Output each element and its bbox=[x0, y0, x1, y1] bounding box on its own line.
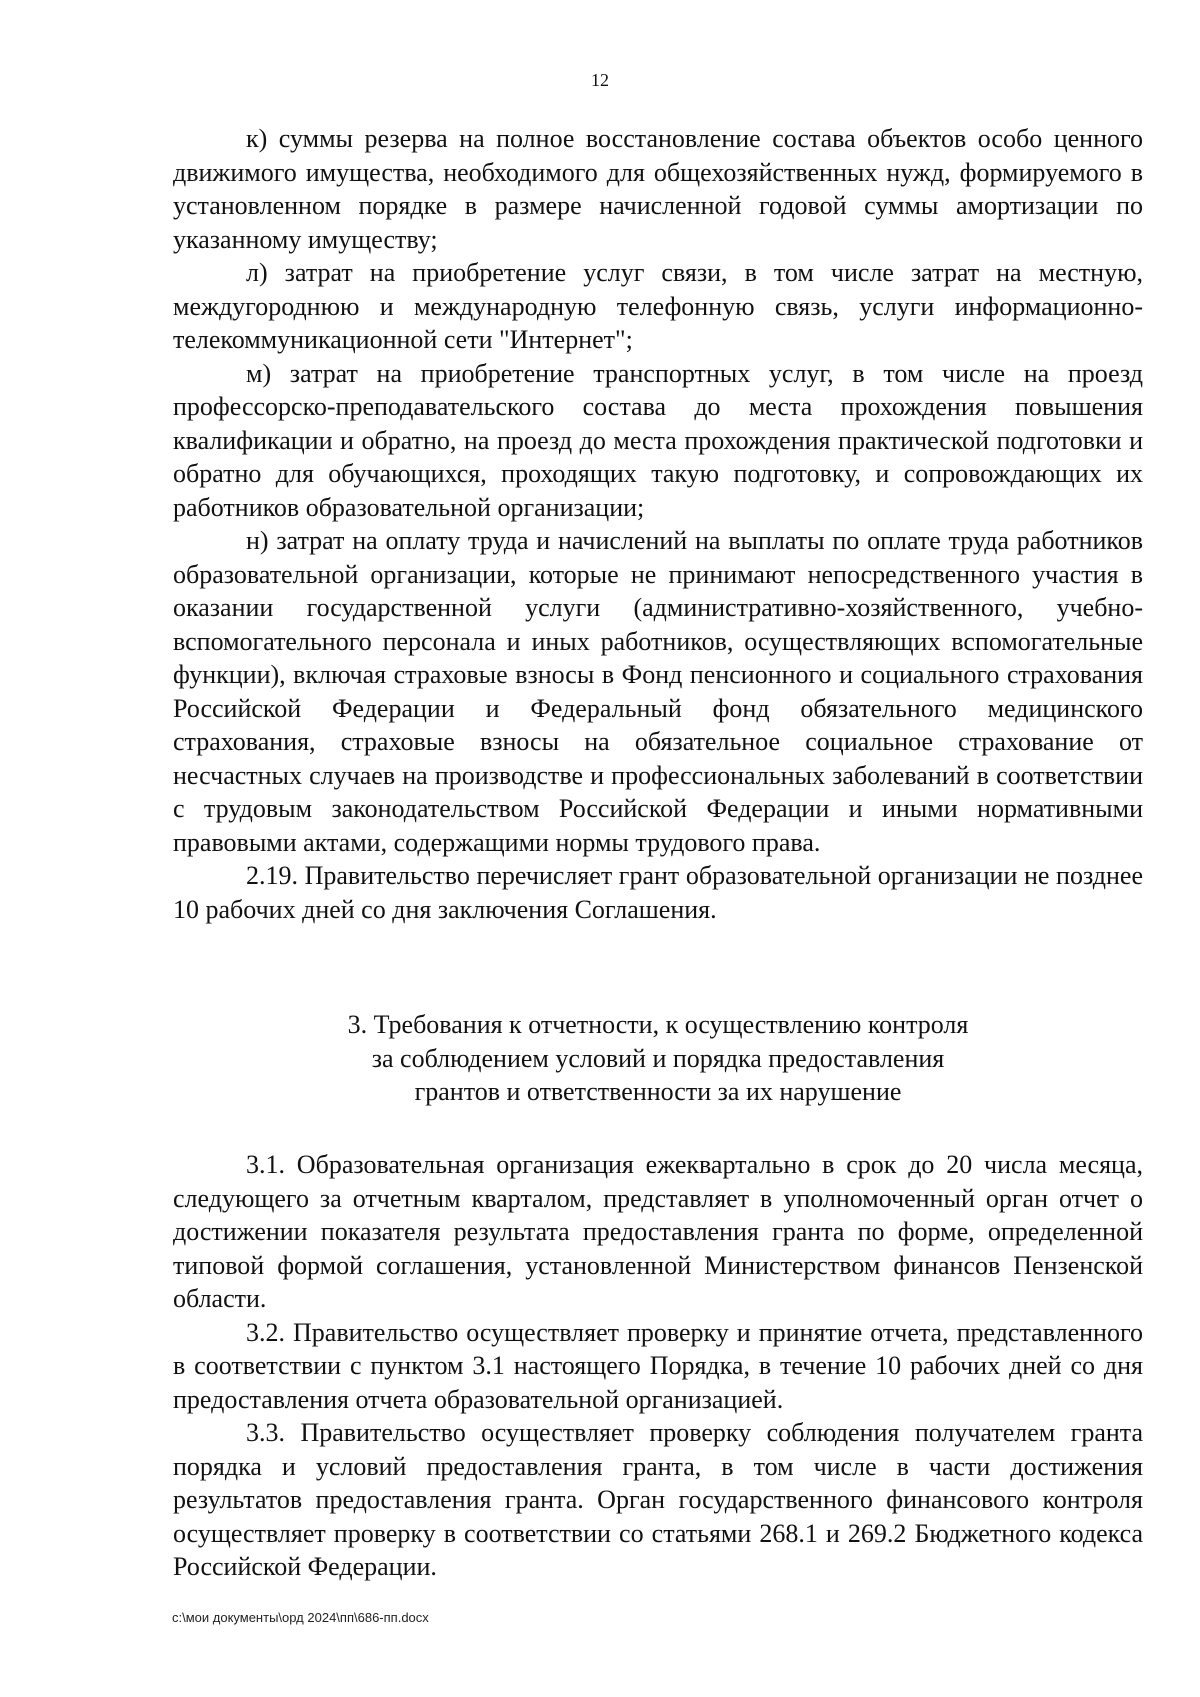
section-3-title bbox=[173, 1008, 1143, 1109]
paragraph-3-3: 3.3. Правительство осуществляет проверку соблюдения получателем гранта порядка и условий предоставления гранта, в том числе в части достижения результатов предоставления гранта. Орган государственного финансового контроля осуществляет проверку в соответствии со статьями 268.1 и 269.2 Бюджетного кодекса Российской Федерации. bbox=[173, 1418, 1143, 1581]
body-text-lower bbox=[173, 1148, 1143, 1584]
paragraph-2-19: 2.19. Правительство перечисляет грант образовательной организации не позднее 10 рабочих дней со дня заключения Соглашения. bbox=[173, 861, 1143, 924]
page-number: 12 bbox=[591, 70, 609, 90]
section-title-line-2: за соблюдением условий и порядка предоставления bbox=[371, 1043, 945, 1073]
paragraph-3-2: 3.2. Правительство осуществляет проверку и принятие отчета, представленного в соответствии с пунктом 3.1 настоящего Порядка, в течение 10 рабочих дней со дня предоставления отчета образовательной организацией. bbox=[173, 1317, 1143, 1414]
body-text-upper bbox=[173, 122, 1143, 926]
paragraph-l: л) затрат на приобретение услуг связи, в том числе затрат на местную, междугороднюю и международную телефонную связь, услуги информационно-телекоммуникационной сети "Интернет"; bbox=[173, 258, 1143, 354]
paragraph-3-1: 3.1. Образовательная организация ежеквартально в срок до 20 числа месяца, следующего за отчетным кварталом, представляет в уполномоченный орган отчет о достижении показателя результата предоставления гранта по форме, определенной типовой формой соглашения, установленной Министерством финансов Пензенской области. bbox=[173, 1150, 1143, 1313]
section-title-line-3: грантов и ответственности за их нарушение bbox=[414, 1077, 902, 1106]
paragraph-k: к) суммы резерва на полное восстановление состава объектов особо ценного движимого имущества, необходимого для общехозяйственных нужд, формируемого в установленном порядке в размере начисленной годовой суммы амортизации по указанному имуществу; bbox=[173, 124, 1143, 254]
section-title-line-1: 3. Требования к отчетности, к осуществлению контроля bbox=[347, 1010, 969, 1039]
paragraph-n: н) затрат на оплату труда и начислений на выплаты по оплате труда работников образовательной организации, которые не принимают непосредственного участия в оказании государственной услуги (административно-хозяйственного, учебно-вспомогательного персонала и иных работников, осуществляющих вспомогательные функции), включая страховые взносы в Фонд пенсионного и социального страхования Российской Федерации и Федеральный фонд обязательного медицинского страхования, страховые взносы на обязательное социальное страхование от несчастных случаев на производстве и профессиональных заболеваний в соответствии с трудовым законодательством Российской Федерации и иными нормативными правовыми актами, содержащими нормы трудового права. bbox=[173, 526, 1143, 857]
paragraph-m: м) затрат на приобретение транспортных услуг, в том числе на проезд профессорско-преподавательского состава до места прохождения повышения квалификации и обратно, на проезд до места прохождения практической подготовки и обратно для обучающихся, проходящих такую подготовку, и сопровождающих их работников образовательной организации; bbox=[173, 358, 1143, 522]
footer-file-path: c:\мои документы\орд 2024\пп\686-пп.docx bbox=[172, 1610, 429, 1625]
